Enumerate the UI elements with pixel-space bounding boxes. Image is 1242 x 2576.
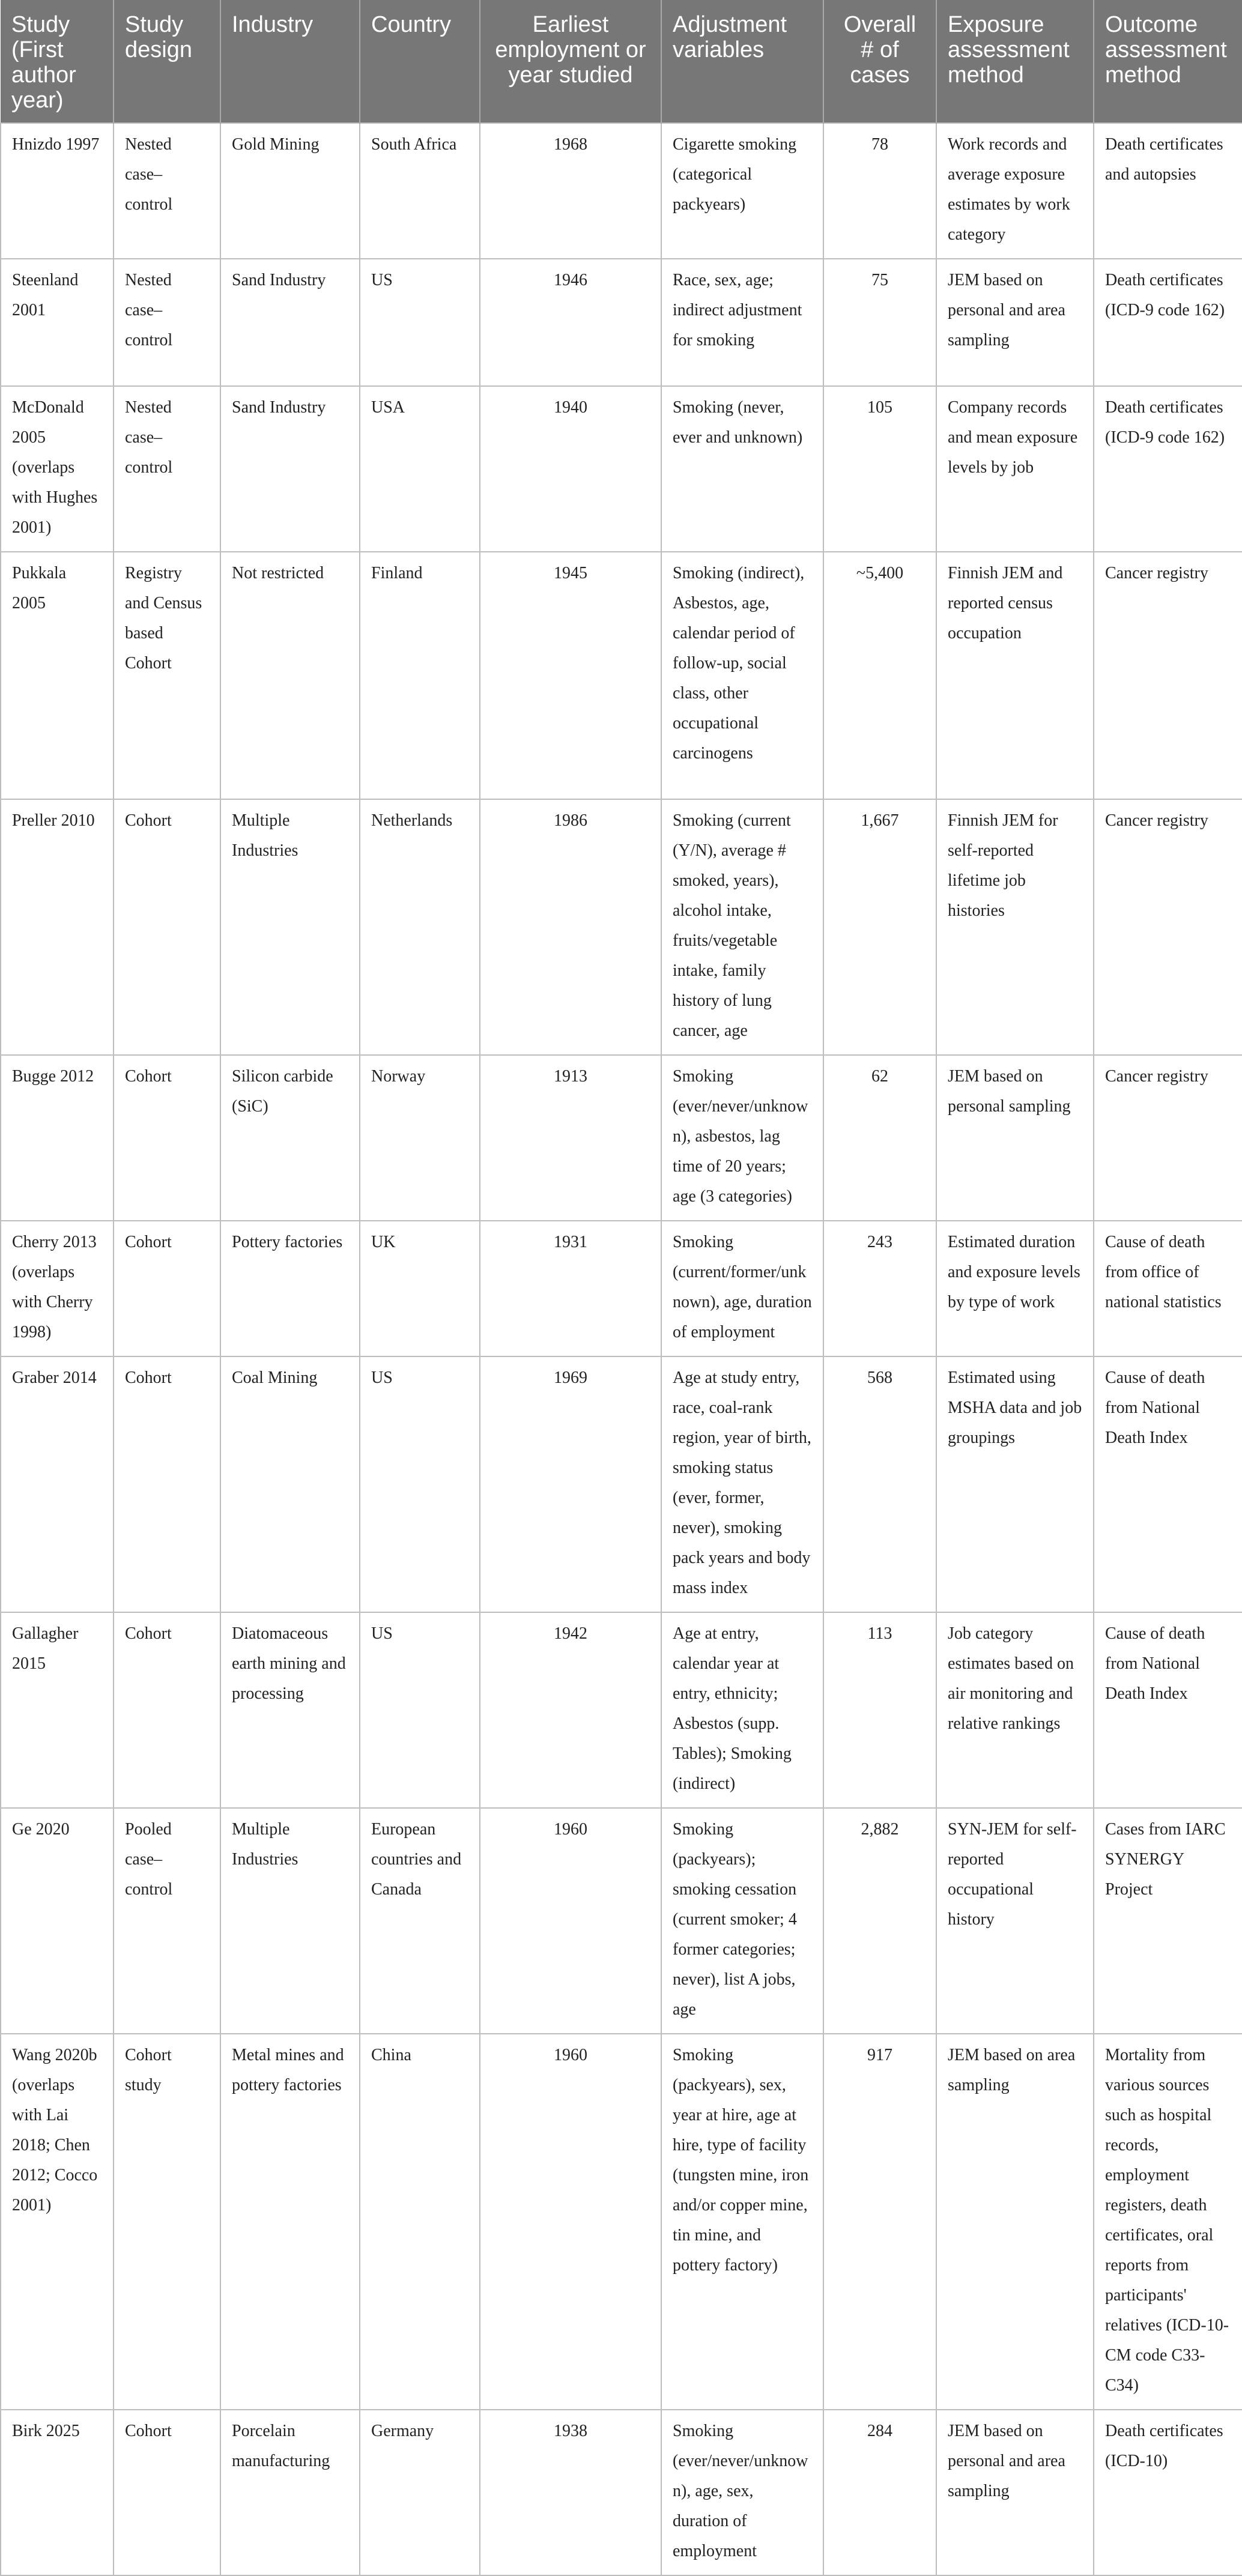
- cell-country: Norway: [360, 1055, 480, 1221]
- table-row: [1, 552, 1242, 799]
- cell-outcome-method: Death certificates (ICD-9 code 162): [1094, 259, 1242, 386]
- cell-cases: 284: [823, 2410, 936, 2575]
- cell-country: US: [360, 259, 480, 386]
- cell-country: Finland: [360, 552, 480, 799]
- cell-earliest-year: 1931: [480, 1221, 661, 1356]
- cell-outcome-method: Death certificates (ICD-10): [1094, 2410, 1242, 2575]
- cell-cases: 105: [823, 386, 936, 552]
- table-row: [1, 2034, 1242, 2410]
- cell-industry: Gold Mining: [220, 123, 360, 259]
- cell-adjustment-variables: Smoking (never, ever and unknown): [661, 386, 823, 552]
- cell-industry: Porcelain manufacturing: [220, 2410, 360, 2575]
- cell-exposure-method: JEM based on personal and area sampling: [936, 2410, 1094, 2575]
- cell-study-design: Pooled case–control: [114, 1808, 220, 2034]
- cell-study: Bugge 2012: [1, 1055, 114, 1221]
- cell-earliest-year: 1960: [480, 2034, 661, 2410]
- cell-study: Pukkala 2005: [1, 552, 114, 799]
- cell-earliest-year: 1913: [480, 1055, 661, 1221]
- cell-exposure-method: Company records and mean exposure levels by job: [936, 386, 1094, 552]
- cell-earliest-year: 1938: [480, 2410, 661, 2575]
- cell-exposure-method: Estimated duration and exposure levels by type of work: [936, 1221, 1094, 1356]
- cell-adjustment-variables: Smoking (ever/never/unknown), asbestos, lag time of 20 years; age (3 categories): [661, 1055, 823, 1221]
- header-industry: Industry: [220, 0, 360, 123]
- cell-country: European countries and Canada: [360, 1808, 480, 2034]
- cell-cases: 568: [823, 1356, 936, 1612]
- cell-earliest-year: 1945: [480, 552, 661, 799]
- cell-cases: 75: [823, 259, 936, 386]
- cell-study-design: Cohort: [114, 1356, 220, 1612]
- cell-study: Gallagher 2015: [1, 1612, 114, 1808]
- cell-study-design: Nested case–control: [114, 259, 220, 386]
- cell-country: USA: [360, 386, 480, 552]
- cell-cases: 243: [823, 1221, 936, 1356]
- cell-country: China: [360, 2034, 480, 2410]
- cell-outcome-method: Death certificates (ICD-9 code 162): [1094, 386, 1242, 552]
- cell-earliest-year: 1940: [480, 386, 661, 552]
- cell-earliest-year: 1968: [480, 123, 661, 259]
- cell-cases: 78: [823, 123, 936, 259]
- cell-study-design: Nested case–control: [114, 123, 220, 259]
- table-row: [1, 2410, 1242, 2575]
- cell-earliest-year: 1960: [480, 1808, 661, 2034]
- table-row: [1, 1221, 1242, 1356]
- cell-adjustment-variables: Age at entry, calendar year at entry, ethnicity; Asbestos (supp. Tables); Smoking (indirect): [661, 1612, 823, 1808]
- cell-cases: 113: [823, 1612, 936, 1808]
- cell-adjustment-variables: Smoking (packyears), sex, year at hire, age at hire, type of facility (tungsten mine, iron and/or copper mine, tin mine, and pottery factory): [661, 2034, 823, 2410]
- cell-country: Germany: [360, 2410, 480, 2575]
- cell-adjustment-variables: Smoking (packyears); smoking cessation (current smoker; 4 former categories; never), list A jobs, age: [661, 1808, 823, 2034]
- header-earliest-employment: Earliest employment or year studied: [480, 0, 661, 123]
- cell-cases: 1,667: [823, 799, 936, 1055]
- header-adjustment-variables: Adjustment variables: [661, 0, 823, 123]
- cell-study: Preller 2010: [1, 799, 114, 1055]
- cell-study: Wang 2020b (overlaps with Lai 2018; Chen 2012; Cocco 2001): [1, 2034, 114, 2410]
- cell-outcome-method: Mortality from various sources such as hospital records, employment registers, death certificates, oral reports from participants' relatives (ICD-10-CM code C33-C34): [1094, 2034, 1242, 2410]
- cell-study: Hnizdo 1997: [1, 123, 114, 259]
- cell-outcome-method: Cause of death from National Death Index: [1094, 1356, 1242, 1612]
- cell-adjustment-variables: Race, sex, age; indirect adjustment for smoking: [661, 259, 823, 386]
- cell-adjustment-variables: Smoking (current/former/unknown), age, duration of employment: [661, 1221, 823, 1356]
- cell-industry: Coal Mining: [220, 1356, 360, 1612]
- cell-exposure-method: JEM based on area sampling: [936, 2034, 1094, 2410]
- cell-industry: Pottery factories: [220, 1221, 360, 1356]
- cell-industry: Silicon carbide (SiC): [220, 1055, 360, 1221]
- cell-outcome-method: Cause of death from office of national statistics: [1094, 1221, 1242, 1356]
- cell-study-design: Cohort: [114, 2410, 220, 2575]
- table-row: [1, 1055, 1242, 1221]
- cell-study: Graber 2014: [1, 1356, 114, 1612]
- header-country: Country: [360, 0, 480, 123]
- cell-industry: Multiple Industries: [220, 799, 360, 1055]
- header-study-design: Study design: [114, 0, 220, 123]
- table-row: [1, 123, 1242, 259]
- cell-outcome-method: Cancer registry: [1094, 1055, 1242, 1221]
- cell-exposure-method: JEM based on personal and area sampling: [936, 259, 1094, 386]
- cell-exposure-method: Finnish JEM and reported census occupation: [936, 552, 1094, 799]
- cell-adjustment-variables: Smoking (ever/never/unknown), age, sex, duration of employment: [661, 2410, 823, 2575]
- cell-exposure-method: Estimated using MSHA data and job groupings: [936, 1356, 1094, 1612]
- cell-study: McDonald 2005 (overlaps with Hughes 2001): [1, 386, 114, 552]
- cell-exposure-method: Job category estimates based on air monitoring and relative rankings: [936, 1612, 1094, 1808]
- cell-study: Cherry 2013 (overlaps with Cherry 1998): [1, 1221, 114, 1356]
- cell-industry: Metal mines and pottery factories: [220, 2034, 360, 2410]
- cell-outcome-method: Cancer registry: [1094, 799, 1242, 1055]
- cell-cases: 2,882: [823, 1808, 936, 2034]
- cell-earliest-year: 1942: [480, 1612, 661, 1808]
- cell-adjustment-variables: Cigarette smoking (categorical packyears): [661, 123, 823, 259]
- cell-outcome-method: Cases from IARC SYNERGY Project: [1094, 1808, 1242, 2034]
- cell-adjustment-variables: Smoking (indirect), Asbestos, age, calendar period of follow-up, social class, other occupational carcinogens: [661, 552, 823, 799]
- cell-industry: Not restricted: [220, 552, 360, 799]
- cell-earliest-year: 1946: [480, 259, 661, 386]
- cell-adjustment-variables: Age at study entry, race, coal-rank region, year of birth, smoking status (ever, former, never), smoking pack years and body mass index: [661, 1356, 823, 1612]
- table-row: [1, 1356, 1242, 1612]
- header-outcome-assessment: Outcome assessment method: [1094, 0, 1242, 123]
- cell-country: Netherlands: [360, 799, 480, 1055]
- cell-exposure-method: Work records and average exposure estimates by work category: [936, 123, 1094, 259]
- cell-cases: 917: [823, 2034, 936, 2410]
- header-study: Study (First author year): [1, 0, 114, 123]
- cell-earliest-year: 1969: [480, 1356, 661, 1612]
- cell-earliest-year: 1986: [480, 799, 661, 1055]
- cell-industry: Multiple Industries: [220, 1808, 360, 2034]
- cell-outcome-method: Cancer registry: [1094, 552, 1242, 799]
- header-row: [1, 0, 1242, 123]
- cell-study-design: Cohort: [114, 1612, 220, 1808]
- cell-country: US: [360, 1612, 480, 1808]
- header-exposure-assessment: Exposure assessment method: [936, 0, 1094, 123]
- cell-study-design: Cohort study: [114, 2034, 220, 2410]
- cell-country: UK: [360, 1221, 480, 1356]
- cell-cases: ~5,400: [823, 552, 936, 799]
- cell-country: South Africa: [360, 123, 480, 259]
- cell-outcome-method: Cause of death from National Death Index: [1094, 1612, 1242, 1808]
- header-overall-cases: Overall # of cases: [823, 0, 936, 123]
- cell-industry: Sand Industry: [220, 259, 360, 386]
- cell-study: Steenland 2001: [1, 259, 114, 386]
- cell-exposure-method: SYN-JEM for self-reported occupational history: [936, 1808, 1094, 2034]
- cell-exposure-method: JEM based on personal sampling: [936, 1055, 1094, 1221]
- cell-study-design: Cohort: [114, 799, 220, 1055]
- table-row: [1, 1808, 1242, 2034]
- table-row: [1, 799, 1242, 1055]
- cell-cases: 62: [823, 1055, 936, 1221]
- cell-study-design: Cohort: [114, 1221, 220, 1356]
- table-row: [1, 1612, 1242, 1808]
- table-row: [1, 386, 1242, 552]
- cell-study: Birk 2025: [1, 2410, 114, 2575]
- cell-country: US: [360, 1356, 480, 1612]
- cell-study-design: Registry and Census based Cohort: [114, 552, 220, 799]
- cell-study: Ge 2020: [1, 1808, 114, 2034]
- table-row: [1, 259, 1242, 386]
- cell-industry: Diatomaceous earth mining and processing: [220, 1612, 360, 1808]
- cell-exposure-method: Finnish JEM for self-reported lifetime job histories: [936, 799, 1094, 1055]
- cell-outcome-method: Death certificates and autopsies: [1094, 123, 1242, 259]
- cell-industry: Sand Industry: [220, 386, 360, 552]
- cell-adjustment-variables: Smoking (current (Y/N), average # smoked, years), alcohol intake, fruits/vegetable intake, family history of lung cancer, age: [661, 799, 823, 1055]
- cell-study-design: Cohort: [114, 1055, 220, 1221]
- cell-study-design: Nested case–control: [114, 386, 220, 552]
